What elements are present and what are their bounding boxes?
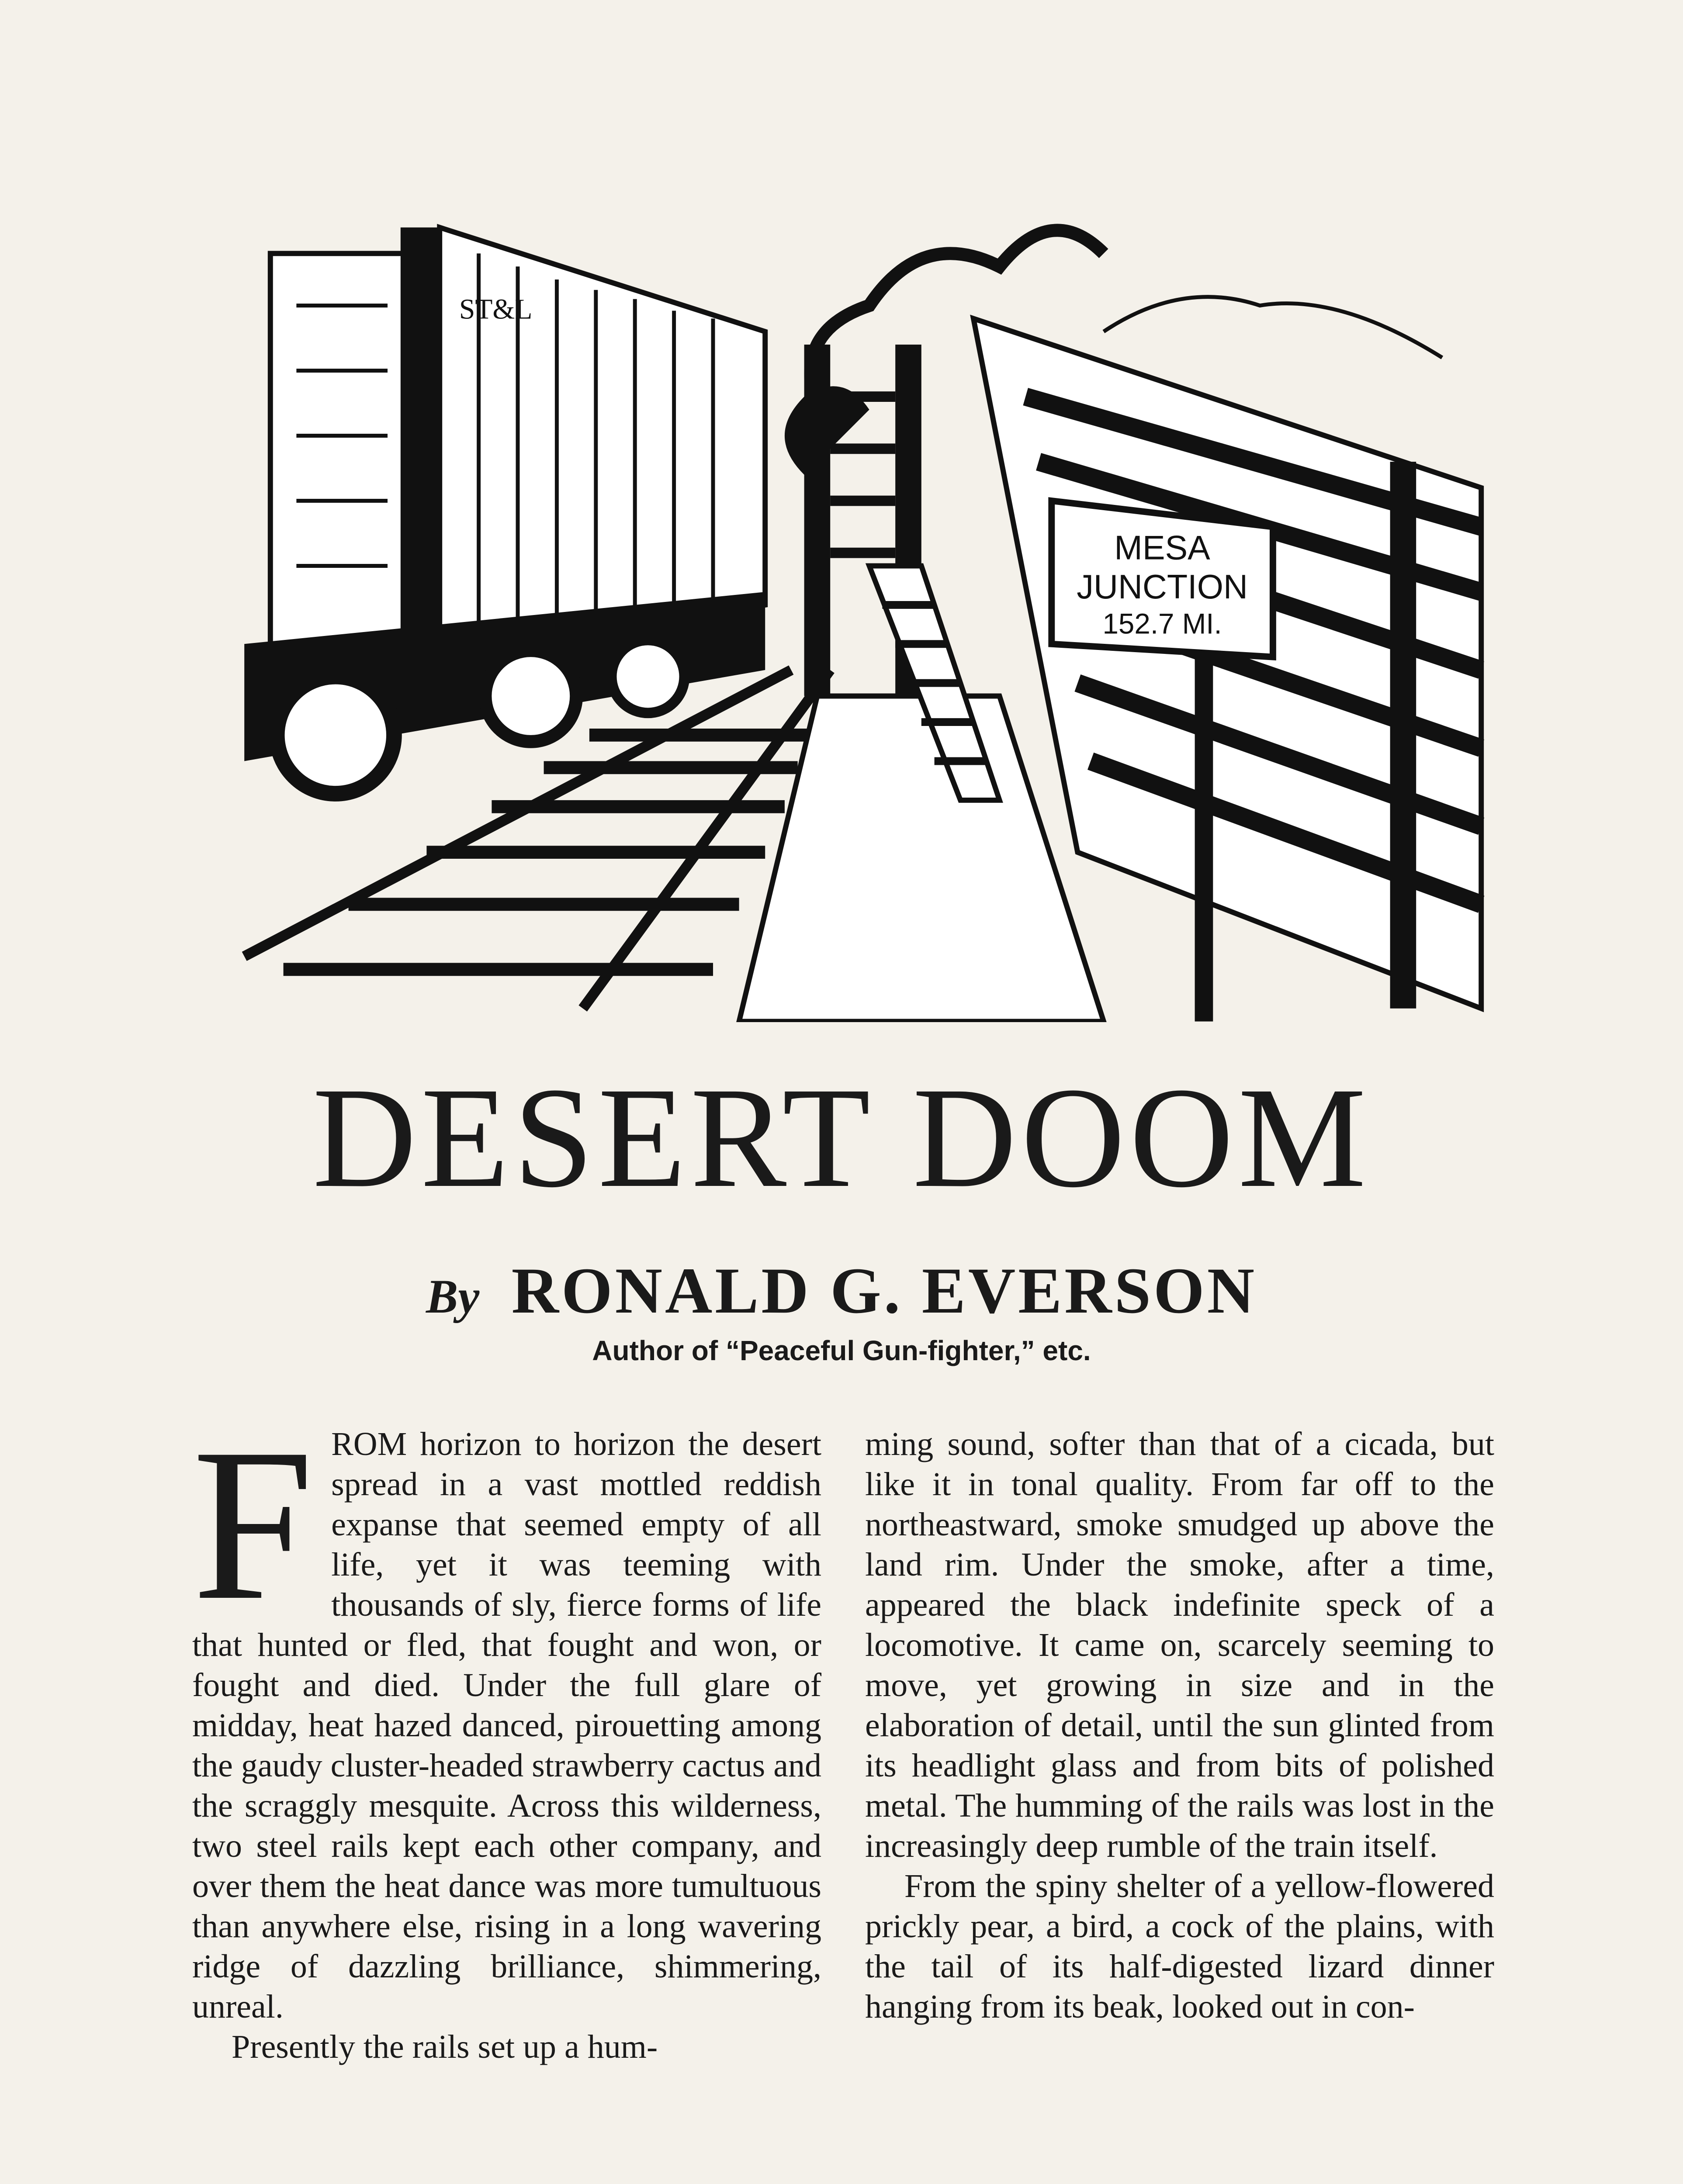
text-column-right xyxy=(865,1424,1494,2027)
byline-prefix: By xyxy=(426,1270,480,1323)
story-title: DESERT DOOM xyxy=(312,1058,1371,1217)
paragraph: From the spiny shelter of a yellow-flowered prickly pear, a bird, a cock of the plains, with the tail of its half-digested lizard dinner hanging from its beak, looked out in con- xyxy=(865,1868,1494,2025)
author-note: Author of “Peaceful Gun-fighter,” etc. xyxy=(592,1335,1091,1366)
sign-line-3: 152.7 MI. xyxy=(1102,608,1222,640)
paragraph xyxy=(192,1403,821,2027)
sign-line-1: MESA xyxy=(1114,529,1210,567)
boxcar-marking: ST&L xyxy=(459,294,533,325)
sign-line-2: JUNCTION xyxy=(1077,568,1248,606)
paragraph: ming sound, softer than that of a cicada, but like it in tonal quality. From far off to the northeastward, smoke smudged up above the land rim. Under the smoke, after a time, appeared the black indefinite speck of a locomotive. It came on, scarcely seeming to move, yet growing in size and in the elaboration of detail, until the sun glinted from its headlight glass and from bits of polished metal. The humming of the rails was lost in the increasingly deep rumble of the train itself. xyxy=(865,1426,1494,1864)
paragraph-text: ROM horizon to horizon the desert spread in a vast mottled reddish expanse that seemed empty of all life, yet it was teeming with thousands of sly, fierce forms of life that hunted or fled, that fought and won, or fought and died. Under the full glare of midday, heat hazed danced, pirouetting among the gaudy cluster-headed strawberry cactus and the scraggly mesquite. Across this wilderness, two steel rails kept each other company, and over them the heat dance was more tumultuous than anywhere else, rising in a long wavering ridge of dazzling brilliance, shimmering, unreal. xyxy=(192,1426,821,2025)
byline xyxy=(0,1254,1683,1327)
text-column-left xyxy=(192,1403,821,2067)
train-station-illustration xyxy=(192,175,1494,1022)
drop-cap: F xyxy=(192,1403,314,1645)
author-name: RONALD G. EVERSON xyxy=(511,1254,1257,1327)
paragraph: Presently the rails set up a hum- xyxy=(232,2028,658,2065)
